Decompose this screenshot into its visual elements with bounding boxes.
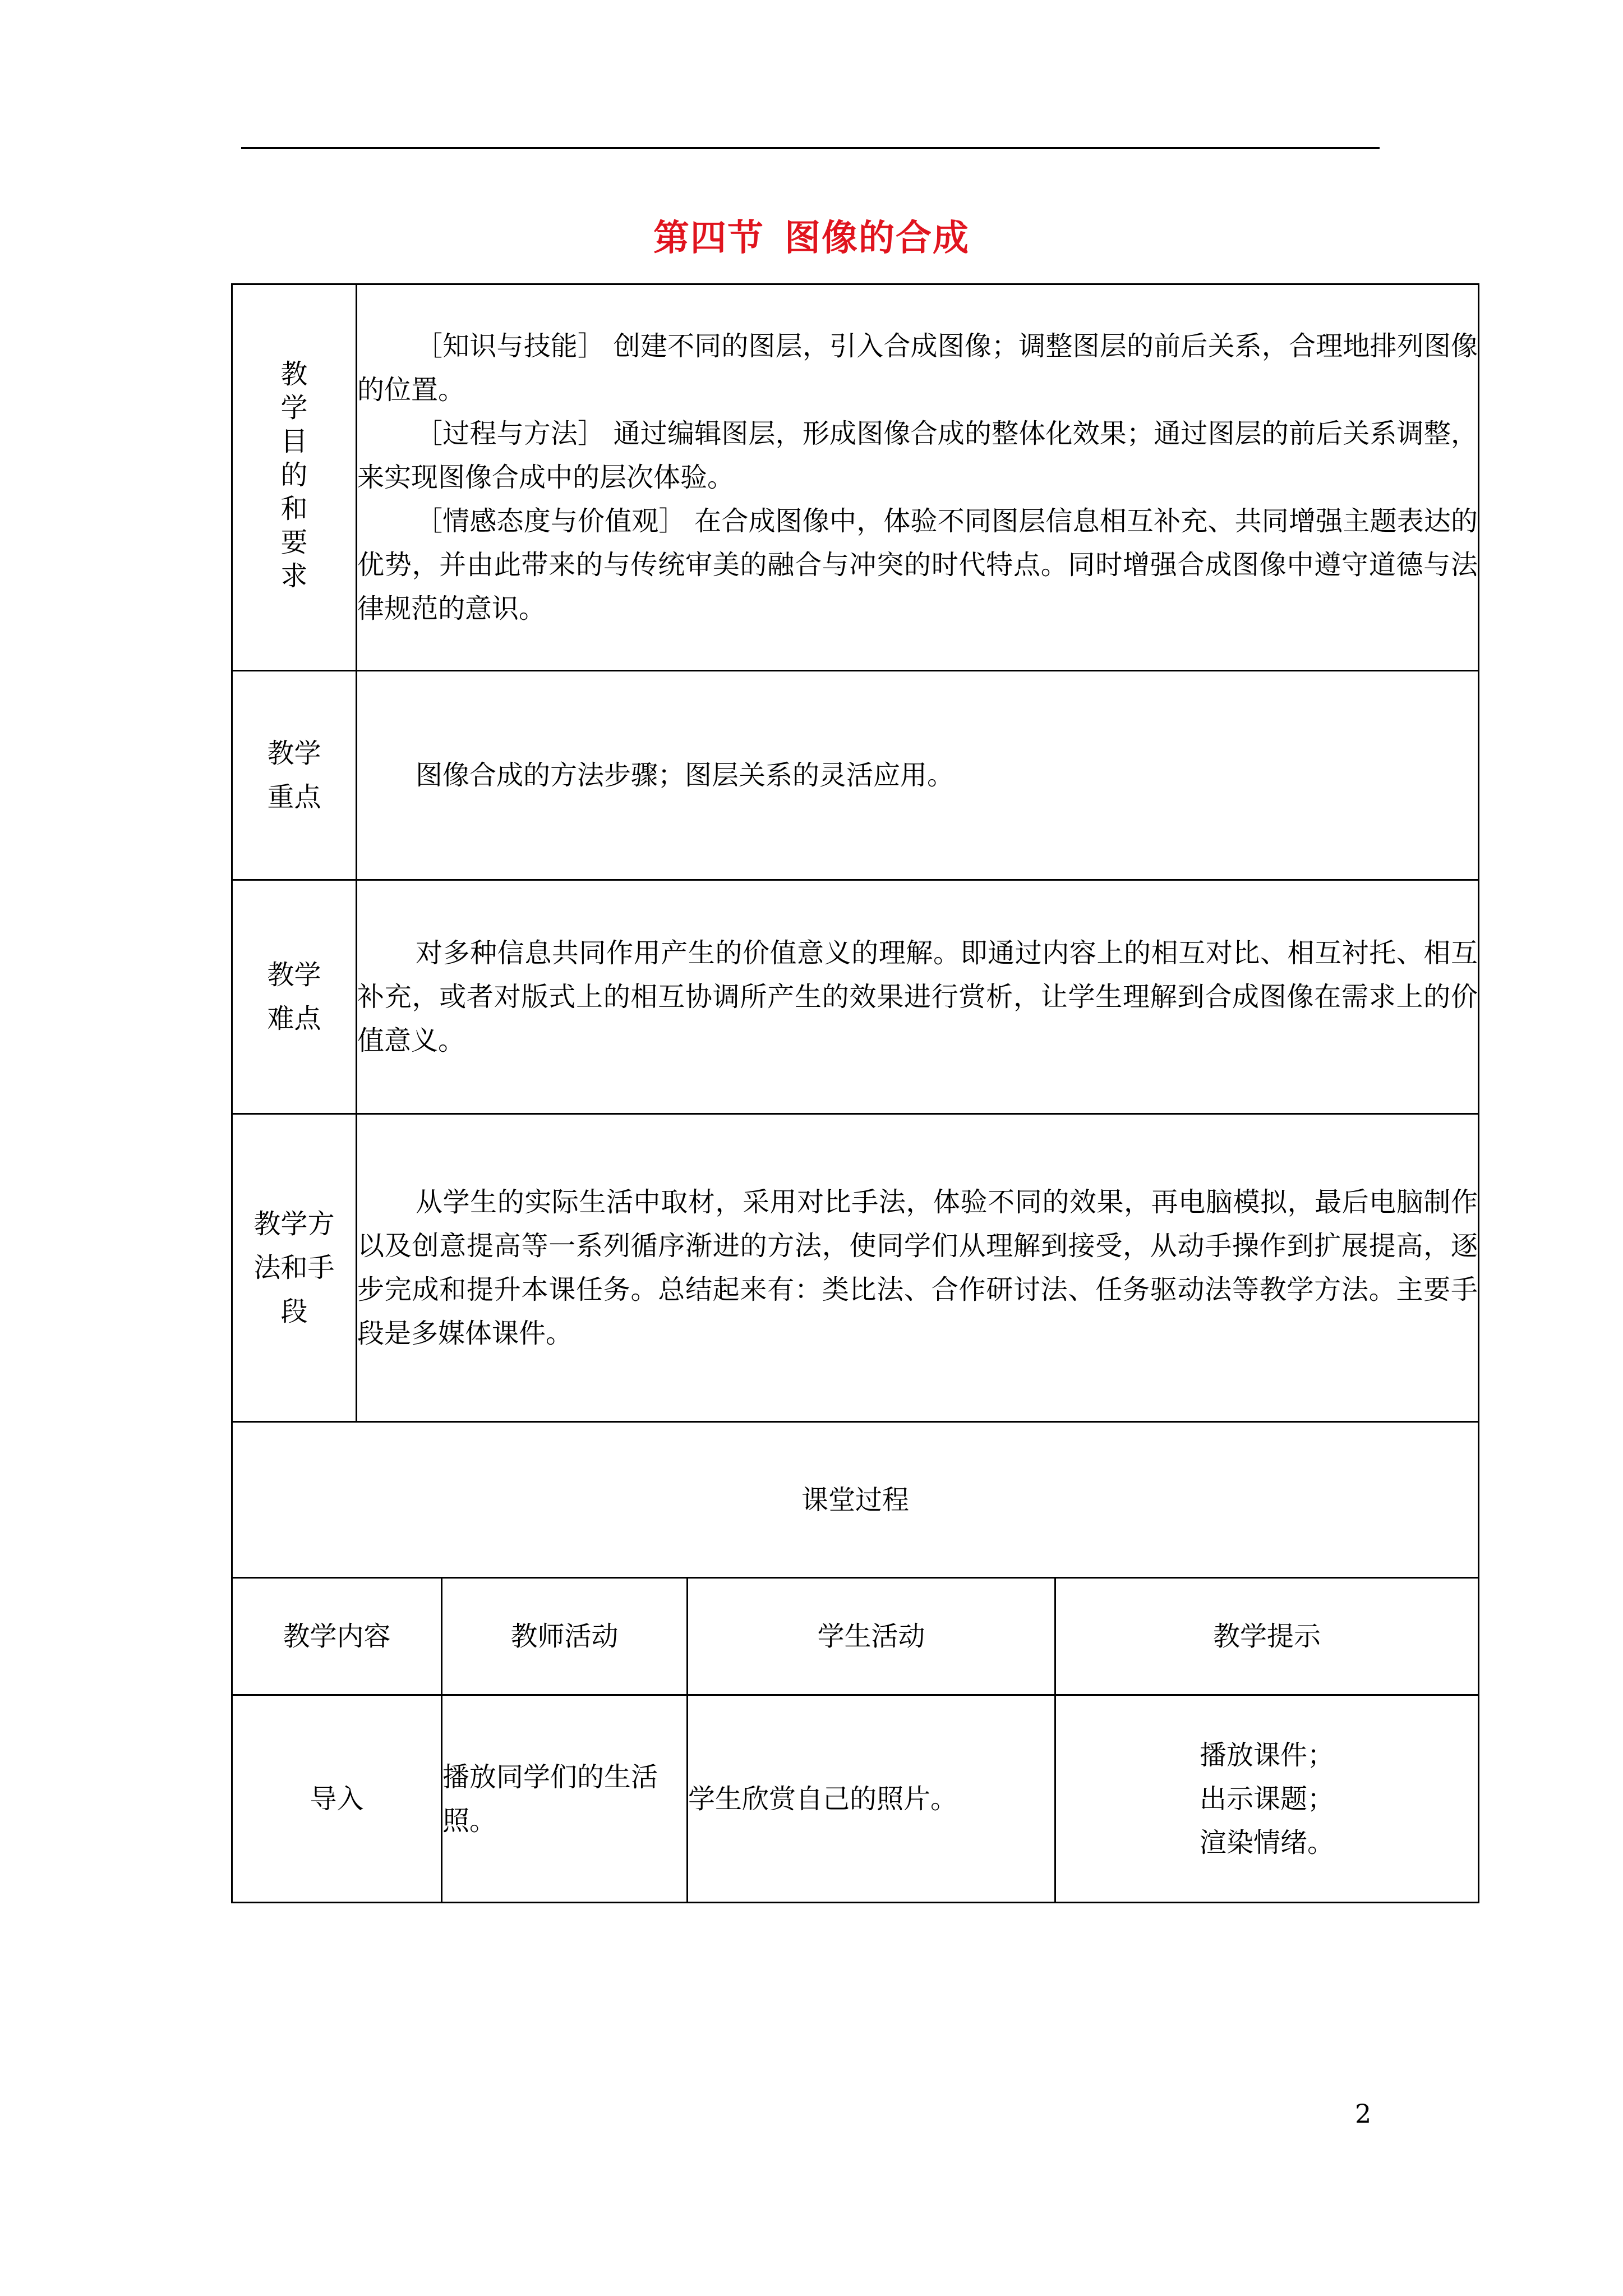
table-row <box>232 1695 1479 1903</box>
methods-row <box>232 1114 1479 1422</box>
column-header-hints: 教学提示 <box>1055 1578 1479 1695</box>
header-rule <box>241 147 1380 149</box>
methods-label: 教学方法和手段 <box>253 1208 335 1327</box>
key-points-row <box>232 671 1479 880</box>
hint-line: 播放课件； <box>1200 1739 1335 1771</box>
key-points-label: 教学重点 <box>267 738 321 813</box>
difficulties-row <box>232 880 1479 1114</box>
process-header-row <box>232 1578 1479 1695</box>
key-points-label-cell <box>232 671 357 880</box>
difficulties-label-cell <box>232 880 357 1114</box>
column-header-student: 学生活动 <box>688 1578 1055 1695</box>
column-header-content: 教学内容 <box>232 1578 442 1695</box>
hint-line: 渲染情绪。 <box>1200 1826 1335 1858</box>
column-header-teacher: 教师活动 <box>442 1578 688 1695</box>
difficulties-content-cell <box>357 880 1479 1114</box>
process-title-row <box>232 1422 1479 1578</box>
title-topic: 图像的合成 <box>785 217 970 259</box>
intro-hints-cell <box>1055 1695 1479 1903</box>
intro-student-cell: 学生欣赏自己的照片。 <box>688 1695 1055 1903</box>
lesson-plan-table <box>231 283 1479 1903</box>
page-title <box>0 213 1623 264</box>
aims-content-cell <box>357 284 1479 671</box>
aims-attitude: ［情感态度与价值观］ 在合成图像中，体验不同图层信息相互补充、共同增强主题表达的优势，并由此带来的与传统审美的融合与冲突的时代特点。同时增强合成图像中遵守道德与法律规范的意识。 <box>357 505 1478 624</box>
title-section: 第四节 <box>653 217 764 259</box>
page-number: 2 <box>1355 2099 1372 2129</box>
aims-knowledge: ［知识与技能］ 创建不同的图层，引入合成图像；调整图层的前后关系，合理地排列图像的位置。 <box>357 330 1478 406</box>
intro-teacher-cell: 播放同学们的生活照。 <box>442 1695 688 1903</box>
aims-row <box>232 284 1479 671</box>
intro-content-cell: 导入 <box>232 1695 442 1903</box>
key-points-content-cell <box>357 671 1479 880</box>
hint-line: 出示课题； <box>1200 1783 1335 1815</box>
process-title: 课堂过程 <box>232 1422 1479 1578</box>
difficulties-text: 对多种信息共同作用产生的价值意义的理解。即通过内容上的相互对比、相互衬托、相互补充，或者对版式上的相互协调所产生的效果进行赏析，让学生理解到合成图像在需求上的价值意义。 <box>357 937 1478 1056</box>
methods-content-cell <box>357 1114 1479 1422</box>
key-points-text: 图像合成的方法步骤；图层关系的灵活应用。 <box>416 760 955 791</box>
methods-text: 从学生的实际生活中取材，采用对比手法，体验不同的效果，再电脑模拟，最后电脑制作以及创意提高等一系列循序渐进的方法，使同学们从理解到接受，从动手操作到扩展提高，逐步完成和提升本课任务。总结起来有：类比法、合作研讨法、任务驱动法等教学方法。主要手段是多媒体课件。 <box>357 1186 1478 1349</box>
aims-process: ［过程与方法］ 通过编辑图层，形成图像合成的整体化效果；通过图层的前后关系调整，来实现图像合成中的层次体验。 <box>357 418 1478 493</box>
aims-label: 教学目的和要求 <box>280 358 308 592</box>
aims-label-cell <box>232 284 357 671</box>
difficulties-label: 教学难点 <box>267 959 321 1034</box>
methods-label-cell <box>232 1114 357 1422</box>
